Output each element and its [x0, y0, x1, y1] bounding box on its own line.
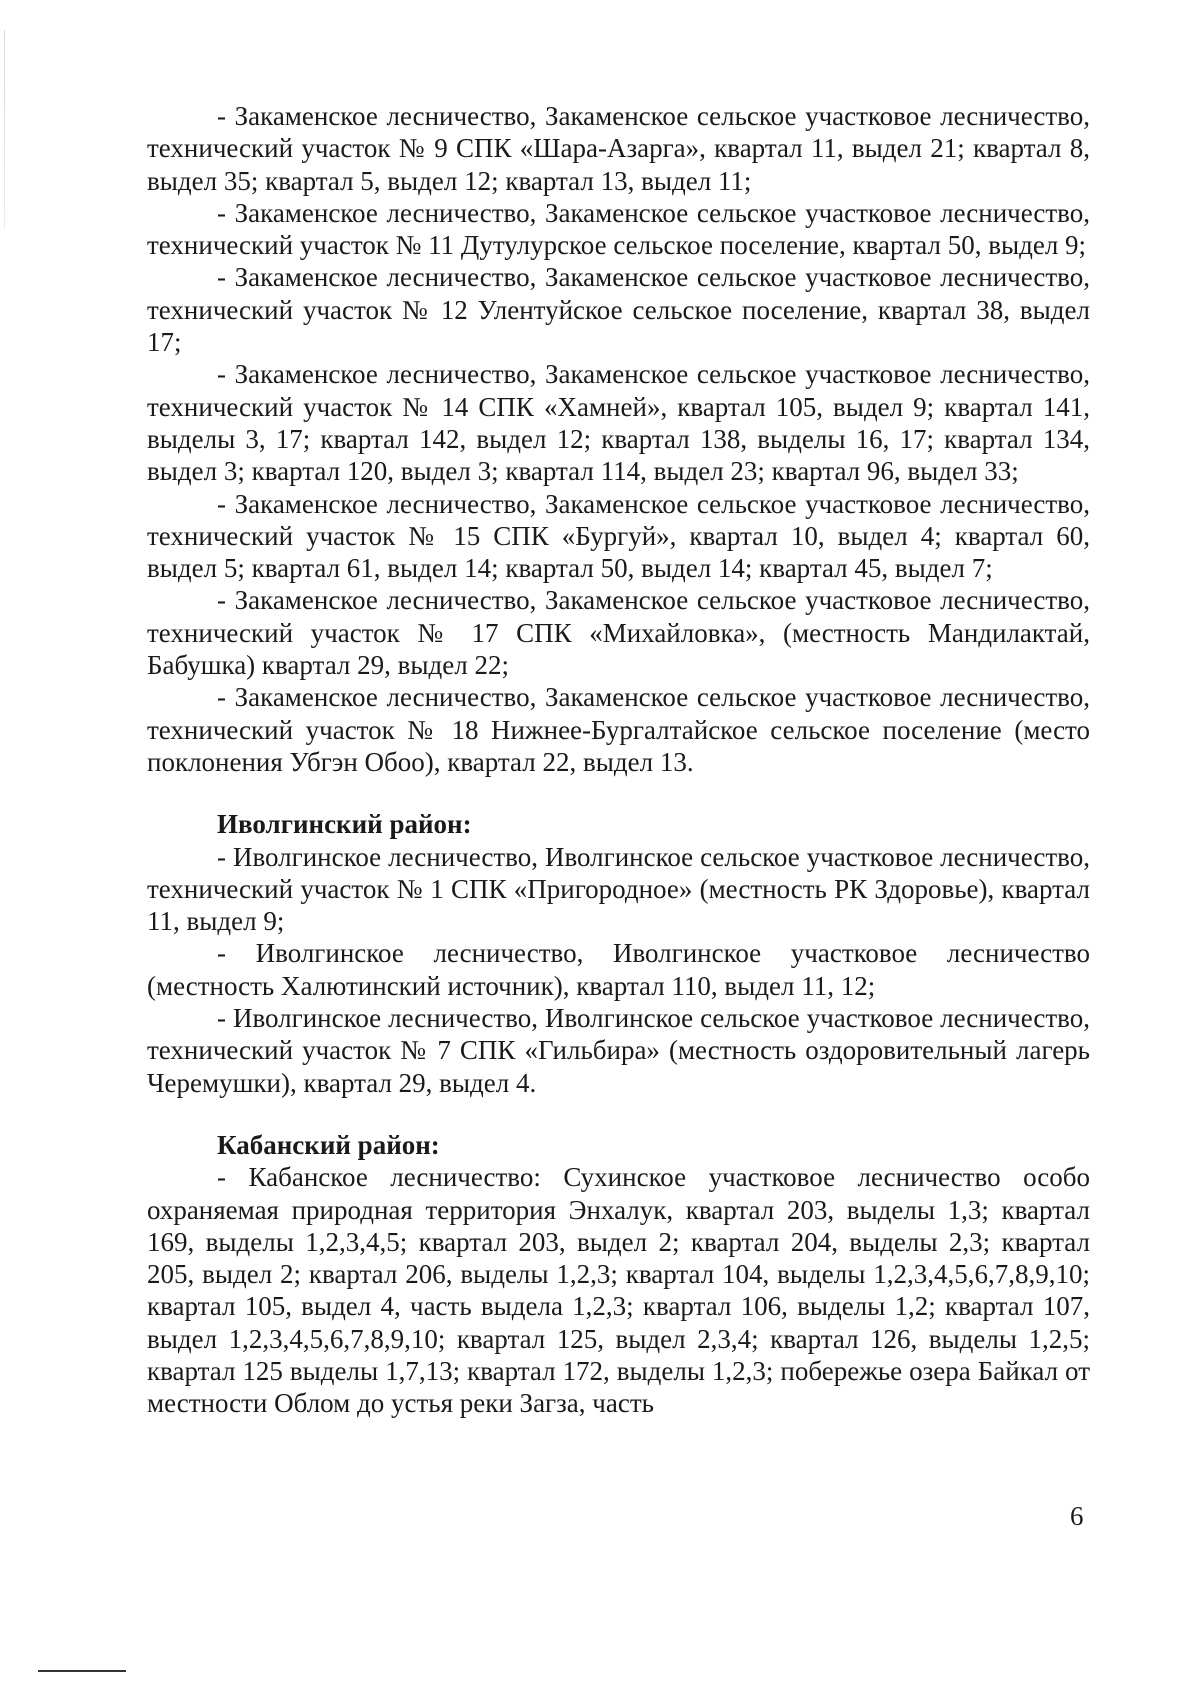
zakamensky-item-3: - Закаменское лесничество, Закаменское сельское участковое лесничество, технический участок № 12 Улентуйское сельское поселение, квартал 38, выдел 17;	[147, 262, 1090, 358]
ivolginsky-item-3: - Иволгинское лесничество, Иволгинское сельское участковое лесничество, технический участок № 7 СПК «Гильбира» (местность оздоровительный лагерь Черемушки), квартал 29, выдел 4.	[147, 1003, 1090, 1098]
zakamensky-item-2: - Закаменское лесничество, Закаменское сельское участковое лесничество, технический участок № 11 Дутулурское сельское поселение, квартал 50, выдел 9;	[147, 197, 1090, 261]
zakamensky-item-5: - Закаменское лесничество, Закаменское сельское участковое лесничество, технический участок № 15 СПК «Бургуй», квартал 10, выдел 4; квартал 60, выдел 5; квартал 61, выдел 14; квартал 50, выдел 14; квартал 45, выдел 7;	[147, 488, 1090, 584]
zakamensky-item-4: - Закаменское лесничество, Закаменское сельское участковое лесничество, технический участок № 14 СПК «Хамней», квартал 105, выдел 9; квартал 141, выделы 3, 17; квартал 142, выдел 12; квартал 138, выделы 16, 17; квартал 134, выдел 3; квартал 120, выдел 3; квартал 114, выдел 23; квартал 96, выдел 33;	[147, 359, 1090, 487]
scan-edge-line	[4, 30, 5, 230]
zakamensky-item-7: - Закаменское лесничество, Закаменское сельское участковое лесничество, технический участок № 18 Нижнее-Бургалтайское сельское поселение (место поклонения Убгэн Обоо), квартал 22, выдел 13.	[147, 682, 1090, 777]
zakamensky-item-1: - Закаменское лесничество, Закаменское сельское участковое лесничество, технический участок № 9 СПК «Шара-Азарга», квартал 11, выдел 21; квартал 8, выдел 35; квартал 5, выдел 12; квартал 13, выдел 11;	[147, 101, 1090, 196]
zakamensky-item-6: - Закаменское лесничество, Закаменское сельское участковое лесничество, технический участок № 17 СПК «Михайловка», (местность Мандилактай, Бабушка) квартал 29, выдел 22;	[147, 585, 1090, 681]
section-heading-ivolginsky: Иволгинский район:	[217, 809, 472, 840]
ivolginsky-item-2: - Иволгинское лесничество, Иволгинское участковое лесничество (местность Халютинский источник), квартал 110, выдел 11, 12;	[147, 938, 1090, 1001]
kabansky-item-1: - Кабанское лесничество: Сухинское участковое лесничество особо охраняемая природная территория Энхалук, квартал 203, выделы 1,3; квартал 169, выделы 1,2,3,4,5; квартал 203, выдел 2; квартал 204, выделы 2,3; квартал 205, выдел 2; квартал 206, выделы 1,2,3; квартал 104, выделы 1,2,3,4,5,6,7,8,9,10; квартал 105, выдел 4, часть выдела 1,2,3; квартал 106, выделы 1,2; квартал 107, выдел 1,2,3,4,5,6,7,8,9,10; квартал 125, выдел 2,3,4; квартал 126, выделы 1,2,5; квартал 125 выделы 1,7,13; квартал 172, выделы 1,2,3; побережье озера Байкал от местности Облом до устья реки Загза, часть	[147, 1162, 1090, 1419]
scan-mark-line	[38, 1670, 126, 1672]
ivolginsky-item-1: - Иволгинское лесничество, Иволгинское сельское участковое лесничество, технический участок № 1 СПК «Пригородное» (местность РК Здоровье), квартал 11, выдел 9;	[147, 841, 1090, 937]
document-body	[147, 100, 1090, 1420]
section-heading-kabansky: Кабанский район:	[217, 1129, 440, 1160]
page-number: 6	[1070, 1501, 1084, 1531]
